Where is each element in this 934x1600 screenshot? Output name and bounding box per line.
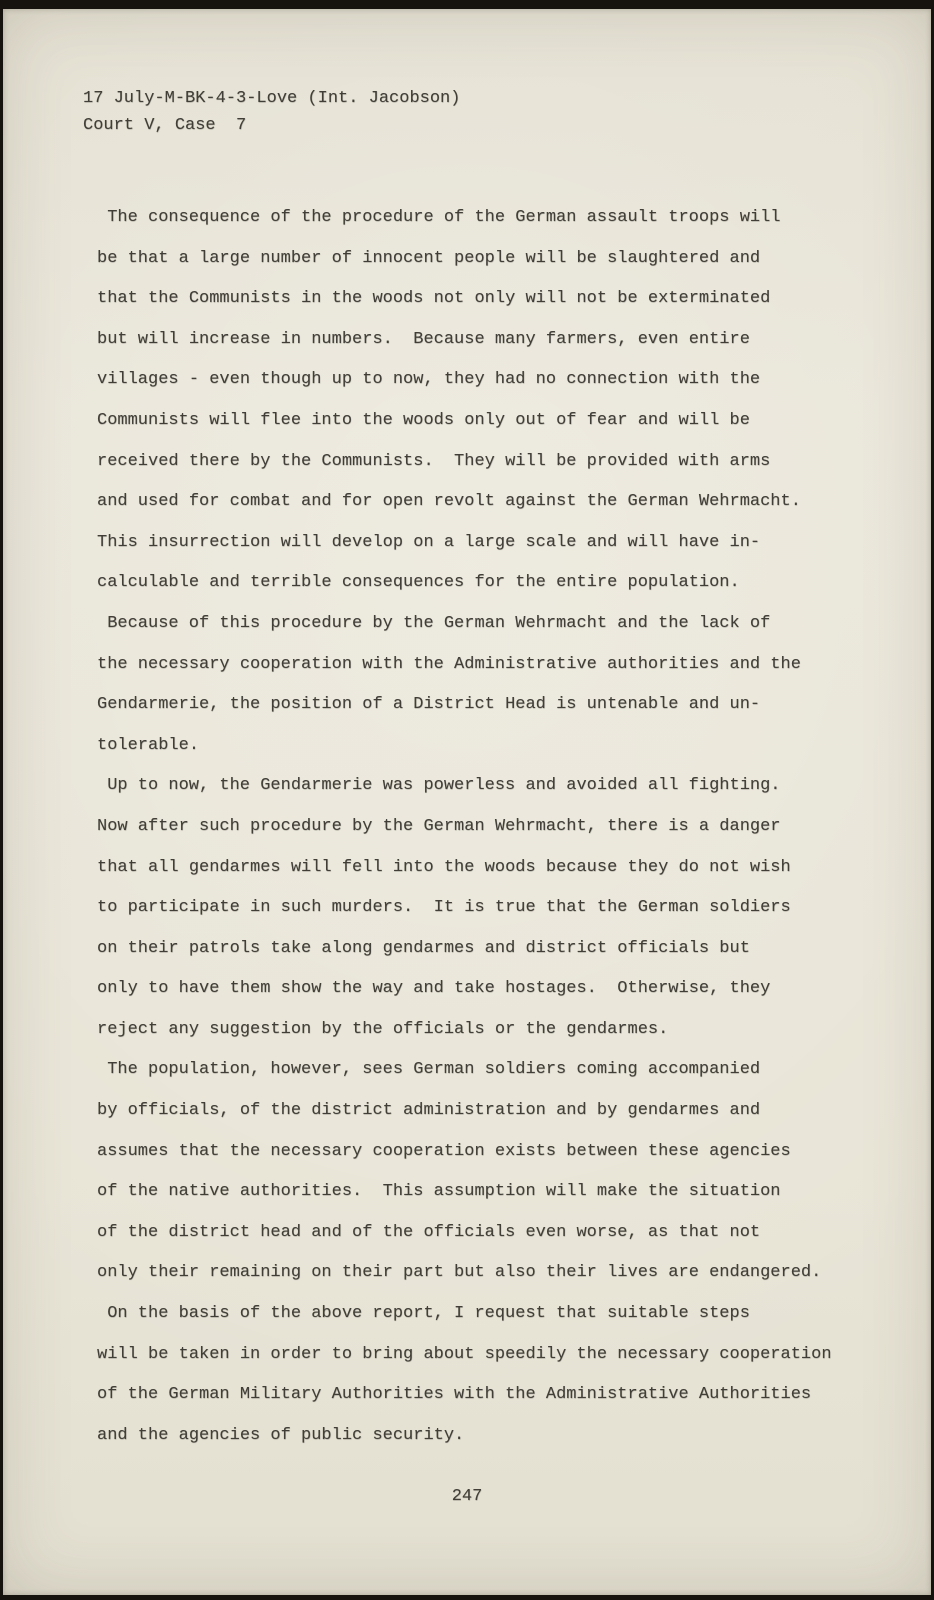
text-line: the necessary cooperation with the Administrative authorities and the <box>97 654 801 674</box>
text-line: received there by the Communists. They will be provided with arms <box>97 451 771 471</box>
text-line: will be taken in order to bring about speedily the necessary cooperation <box>97 1344 832 1364</box>
header-court-case: Court V, Case 7 <box>83 116 247 135</box>
text-line: of the district head and of the officials even worse, as that not <box>97 1222 761 1242</box>
text-line: that the Communists in the woods not only will not be exterminated <box>97 289 771 309</box>
text-line: but will increase in numbers. Because many farmers, even entire <box>97 329 750 349</box>
text-line: reject any suggestion by the officials or the gendarmes. <box>97 1019 669 1039</box>
text-line: calculable and terrible consequences for the entire population. <box>97 573 740 593</box>
text-line: only their remaining on their part but also their lives are endangered. <box>97 1263 822 1283</box>
document-body <box>97 198 887 1456</box>
text-line: to participate in such murders. It is true that the German soldiers <box>97 898 791 918</box>
text-line: villages - even though up to now, they had no connection with the <box>97 370 761 390</box>
text-line: The consequence of the procedure of the German assault troops will <box>107 208 781 227</box>
text-line: only to have them show the way and take hostages. Otherwise, they <box>97 979 771 999</box>
text-line: and used for combat and for open revolt against the German Wehrmacht. <box>97 492 801 512</box>
paragraph <box>97 1050 887 1294</box>
text-line: of the German Military Authorities with the Administrative Authorities <box>97 1385 812 1405</box>
text-line: on their patrols take along gendarmes and district officials but <box>97 938 750 958</box>
text-line: by officials, of the district administration and by gendarmes and <box>97 1101 761 1121</box>
page-number: 247 <box>451 1487 483 1506</box>
text-line: tolerable. <box>97 735 200 755</box>
text-line: This insurrection will develop on a large scale and will have in- <box>97 532 761 552</box>
header-case-reference: 17 July-M-BK-4-3-Love (Int. Jacobson) <box>83 89 461 108</box>
text-line: that all gendarmes will fell into the woods because they do not wish <box>97 857 791 877</box>
text-line: Now after such procedure by the German Wehrmacht, there is a danger <box>97 816 781 836</box>
paragraph <box>97 198 887 604</box>
document-page <box>3 9 931 1595</box>
text-line: of the native authorities. This assumption will make the situation <box>97 1182 781 1202</box>
text-line: The population, however, sees German soldiers coming accompanied <box>107 1060 761 1080</box>
paragraph <box>97 766 887 1050</box>
document-header <box>83 85 460 139</box>
text-line: Up to now, the Gendarmerie was powerless and avoided all fighting. <box>107 776 781 796</box>
paragraph <box>97 1294 887 1456</box>
text-line: On the basis of the above report, I request that suitable steps <box>107 1304 750 1324</box>
text-line: be that a large number of innocent people will be slaughtered and <box>97 248 761 268</box>
text-line: Because of this procedure by the German Wehrmacht and the lack of <box>107 613 771 633</box>
text-line: and the agencies of public security. <box>97 1425 465 1445</box>
text-line: assumes that the necessary cooperation exists between these agencies <box>97 1141 791 1161</box>
text-line: Gendarmerie, the position of a District Head is untenable and un- <box>97 695 761 715</box>
text-line: Communists will flee into the woods only out of fear and will be <box>97 410 750 430</box>
paragraph <box>97 604 887 766</box>
